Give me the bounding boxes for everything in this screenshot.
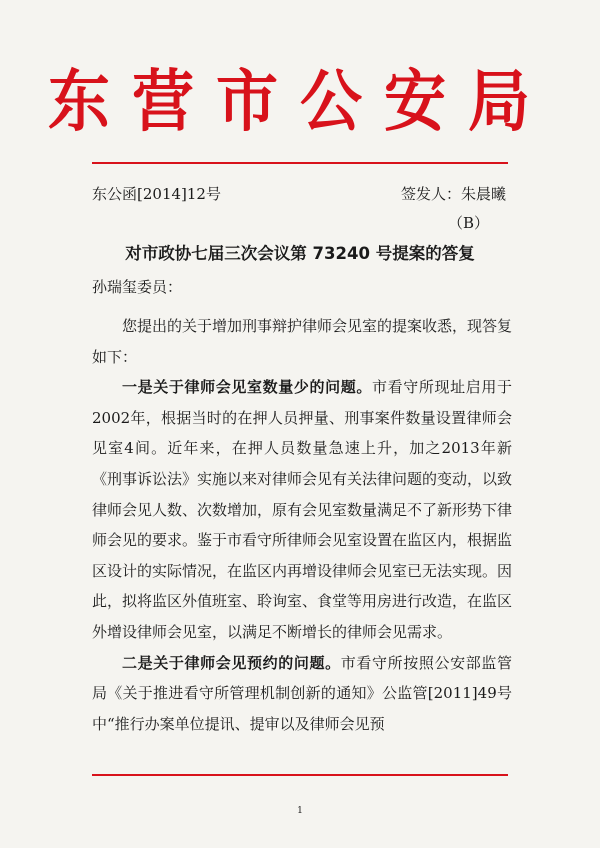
reply-title: 对市政协七届三次会议第 73240 号提案的答复: [125, 244, 475, 263]
paragraph-text: 市看守所现址启用于2002年，根据当时的在押人员押量、刑事案件数量设置律师会见室4间。近年来，在押人员数量急速上升，加之2013年新《刑事诉讼法》实施以来对律师会见有关法律问题的变动，以致律师会见人数、次数增加，原有会见室数量满足不了新形势下律师会见的要求。鉴于市看守所律师会见室设置在监区内，根据监区设计的实际情况，在监区内再增设律师会见室已无法实现。因此，拟将监区外值班室、聆询室、食堂等用房进行改造，在监区外增设律师会见室，以满足不断增长的律师会见需求。: [92, 378, 513, 641]
paragraph-intro: [92, 311, 512, 372]
paragraph-text: 您提出的关于增加刑事辩护律师会见室的提案收悉，现答复如下：: [92, 317, 513, 366]
salutation: 孙瑞玺委员：: [92, 278, 183, 296]
page-number: 1: [297, 806, 303, 816]
footer-red-rule: [92, 774, 508, 776]
body-text: [92, 311, 512, 739]
grade-mark: （B）: [448, 214, 490, 232]
paragraph-lead: 二是关于律师会见预约的问题。: [122, 653, 341, 672]
paragraph-lead: 一是关于律师会见室数量少的问题。: [122, 378, 372, 397]
header-red-rule: [92, 162, 508, 164]
paragraph-text: 市看守所按照公安部监管局《关于推进看守所管理机制创新的通知》公监管[2011]49号中“推行办案单位提讯、提审以及律师会见预: [92, 653, 512, 733]
signer: 签发人：朱晨曦: [400, 185, 506, 203]
document-number: 东公函[2014]12号: [92, 185, 221, 203]
paragraph-point-two: [92, 648, 512, 740]
organization-header: 东营市公安局: [47, 62, 552, 141]
paragraph-point-one: [92, 372, 512, 647]
